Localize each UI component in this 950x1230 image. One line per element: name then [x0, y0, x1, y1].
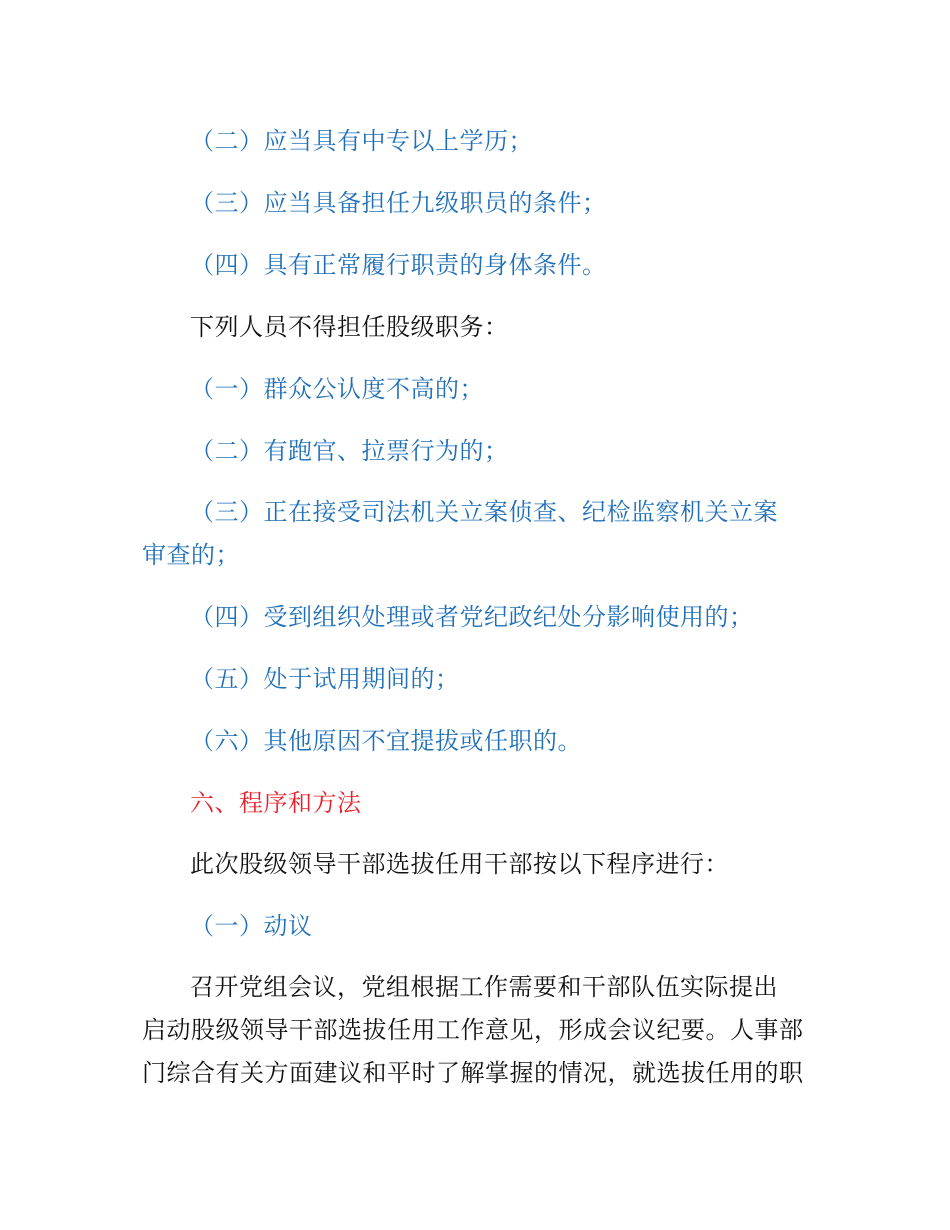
section-intro: 此次股级领导干部选拔任用干部按以下程序进行：	[190, 850, 729, 878]
exclusion-item-1: （一）群众公认度不高的；	[190, 375, 484, 403]
qualification-item-4: （四）具有正常履行职责的身体条件。	[190, 251, 607, 279]
exclusion-item-4: （四）受到组织处理或者党纪政纪处分影响使用的；	[190, 603, 754, 631]
qualification-item-3: （三）应当具备担任九级职员的条件；	[190, 189, 607, 217]
exclusion-item-6: （六）其他原因不宜提拔或任职的。	[190, 727, 582, 755]
step-title: （一）动议	[190, 912, 313, 940]
section-heading: 六、程序和方法	[190, 789, 362, 817]
exclusion-item-2: （二）有跑官、拉票行为的；	[190, 437, 509, 465]
paragraph-line-1: 召开党组会议，党组根据工作需要和干部队伍实际提出	[190, 973, 778, 1001]
paragraph-line-2: 启动股级领导干部选拔任用工作意见，形成会议纪要。人事部	[142, 1016, 804, 1044]
exclusions-intro: 下列人员不得担任股级职务：	[190, 313, 509, 341]
paragraph-line-3: 门综合有关方面建议和平时了解掌握的情况，就选拔任用的职	[142, 1059, 804, 1087]
qualification-item-2: （二）应当具有中专以上学历；	[190, 127, 533, 155]
exclusion-item-5: （五）处于试用期间的；	[190, 665, 460, 693]
exclusion-item-3-line1: （三）正在接受司法机关立案侦查、纪检监察机关立案	[190, 498, 778, 526]
exclusion-item-3-line2: 审查的；	[142, 541, 240, 569]
